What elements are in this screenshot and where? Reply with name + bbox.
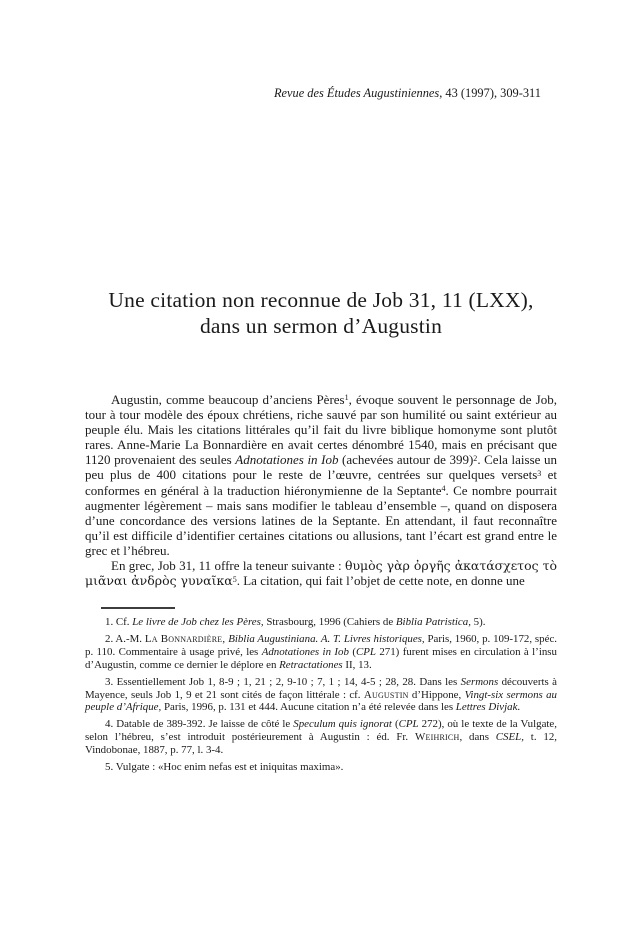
article-title-line2: dans un sermon d’Augustin bbox=[199, 314, 443, 338]
article-body bbox=[85, 392, 557, 588]
footnote-2: 2. A.-M. La Bonnardière, Biblia Augustiniana. A. T. Livres historiques, Paris, 1960, p. 109-172, spéc. p. 110. Commentaire à usage privé, les Adnotationes in Iob (CPL 271) furent mises en circulation à l’insu d’Augustin, comme ce dernier le déplore en Retractationes II, 13. bbox=[85, 633, 558, 671]
footnote-5: 5. Vulgate : «Hoc enim nefas est et iniquitas maxima». bbox=[105, 761, 344, 774]
footnote-3: 3. Essentiellement Job 1, 8-9 ; 1, 21 ; 2, 9-10 ; 7, 1 ; 14, 4-5 ; 28, 28. Dans les Sermons découverts à Mayence, seuls Job 1, 9 et 21 sont cités de façon littérale : cf. Augustin d’Hippone, Vingt-six sermons au peuple d’Afrique, Paris, 1996, p. 131 et 444. Aucune citation n’a été relevée dans les Lettres Divjak. bbox=[85, 675, 558, 714]
journal-citation: , 43 (1997), 309-311 bbox=[439, 86, 541, 100]
article-title-line1: Une citation non reconnue de Job 31, 11 (LXX), bbox=[108, 288, 534, 312]
footnote-separator-rule bbox=[101, 607, 175, 609]
article-title bbox=[0, 287, 642, 339]
footnote-1: 1. Cf. Le livre de Job chez les Pères, Strasbourg, 1996 (Cahiers de Biblia Patristica, 5). bbox=[105, 616, 486, 628]
footnotes-block bbox=[85, 616, 557, 778]
body-paragraph-1: Augustin, comme beaucoup d’anciens Pères$^1$, évoque souvent le personnage de Job, tour à tour modèle des époux chrétiens, riche sauvé par son humilité ou saint extérieur au peuple élu. Mais les citations littérales qu’il fait du livre biblique homonyme sont plutôt rares. Anne-Marie La Bonnardière en avait certes dénombré 1540, mais en précisant que 1120 provenaient des seules Adnotationes in Iob (achevées autour de 399)$^2$. Cela laisse un peu plus de 400 citations pour le reste de l’œuvre, centrées sur quelques versets$^3$ et conformes en général à la traduction hiéronymienne de la Septante$^4$. Ce nombre pourrait augmenter légèrement – mais sans modifier le tableau d’ensemble –, quand on disposera d’une concordance des versions latines de la Septante. En attendant, il faut reconnaître qu’il est difficile d’identifier certaines citations ou allusions, tant l’écart est grand entre le grec et l’hébreu. bbox=[85, 392, 557, 558]
journal-name: Revue des Études Augustiniennes bbox=[273, 86, 440, 100]
running-header bbox=[85, 86, 541, 101]
body-paragraph-2: En grec, Job 31, 11 offre la teneur suivante : θυμὸς γὰρ ὀργῆς ἀκατάσχετος τὸ μιᾶναι ἀνδρὸς γυναῖκα$^5$. La citation, qui fait l’objet de cette note, en donne une bbox=[85, 558, 557, 589]
footnote-4: 4. Datable de 389-392. Je laisse de côté le Speculum quis ignorat (CPL 272), où le texte de la Vulgate, selon l’hébreu, s’est introduit postérieurement à Augustin : éd. Fr. Weihrich, dans CSEL, t. 12, Vindobonae, 1887, p. 77, l. 3-4. bbox=[85, 718, 557, 756]
